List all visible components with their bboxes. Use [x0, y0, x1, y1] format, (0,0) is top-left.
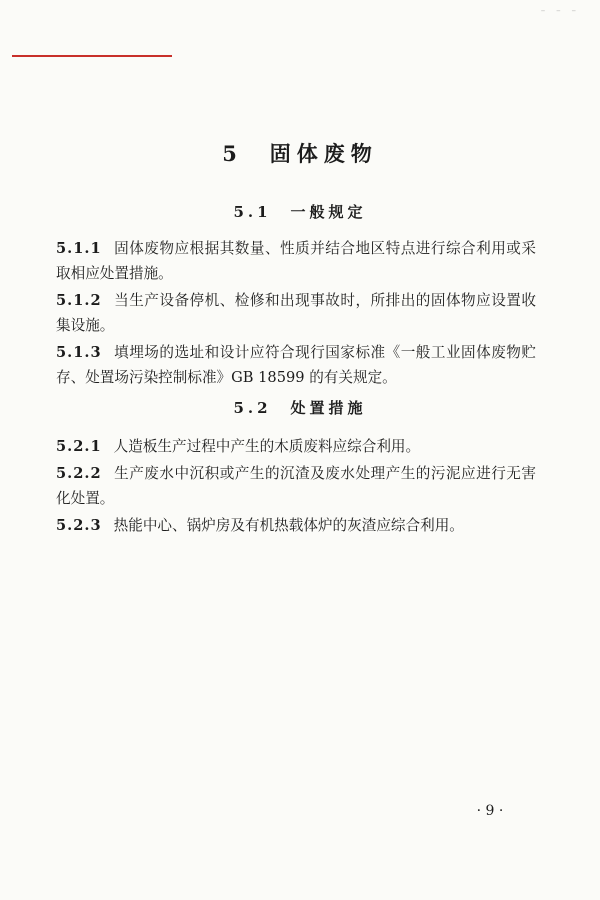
- clause-number: 5.2.1: [56, 438, 102, 455]
- clause-number: 5.1.3: [56, 344, 102, 361]
- clause-text: 热能中心、锅炉房及有机热载体炉的灰渣应综合利用。: [113, 517, 464, 534]
- clause-5-2-1: [56, 434, 536, 459]
- section-title-5-2: 5.2 处置措施: [233, 399, 367, 417]
- clause-5-1-1: [56, 236, 536, 286]
- bade-logo: [10, 4, 175, 90]
- clause-text: 填埋场的选址和设计应符合现行国家标准《一般工业固体废物贮存、处置场污染控制标准》GB 18599 的有关规定。: [56, 344, 536, 386]
- clause-5-2-2: [56, 461, 536, 511]
- clause-5-2-3: [56, 513, 536, 538]
- clause-text: 生产废水中沉积或产生的沉渣及废水处理产生的污泥应进行无害化处置。: [56, 465, 536, 507]
- clause-number: 5.2.2: [56, 465, 102, 482]
- clause-number: 5.1.1: [56, 240, 102, 257]
- clause-5-1-3: [56, 340, 536, 390]
- clause-text: 当生产设备停机、检修和出现事故时，所排出的固体物应设置收集设施。: [56, 292, 536, 334]
- page-number: · 9 ·: [476, 803, 504, 819]
- clause-number: 5.2.3: [56, 517, 102, 534]
- clause-5-1-2: [56, 288, 536, 338]
- chapter-title: 5 固体废物: [222, 141, 378, 166]
- section-5-2-clauses: [56, 434, 536, 540]
- logo-divider: [12, 55, 172, 57]
- section-title-5-1: 5.1 一般规定: [233, 203, 367, 221]
- scan-corner-marks: – – –: [540, 6, 580, 16]
- clause-text: 固体废物应根据其数量、性质并结合地区特点进行综合利用或采取相应处置措施。: [56, 240, 536, 282]
- section-5-1-clauses: [56, 236, 536, 392]
- clause-number: 5.1.2: [56, 292, 102, 309]
- clause-text: 人造板生产过程中产生的木质废料应综合利用。: [113, 438, 421, 455]
